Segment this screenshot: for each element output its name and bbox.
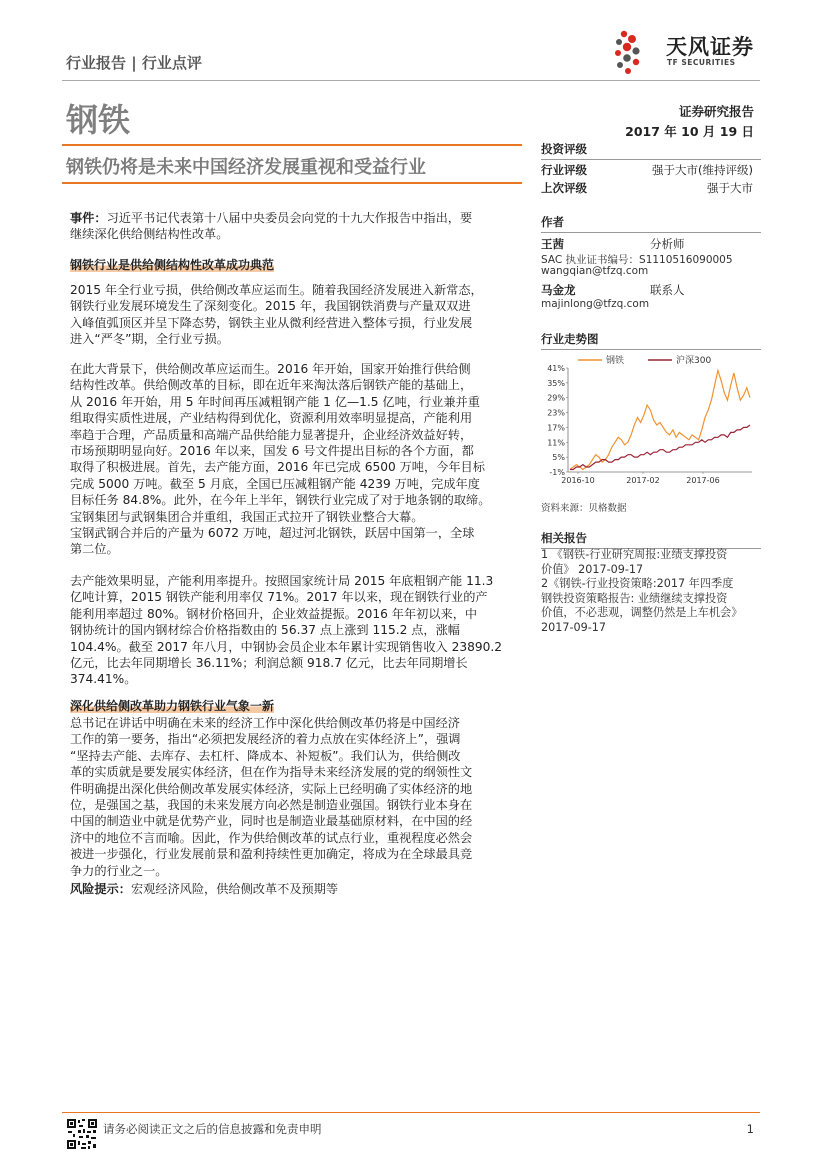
event-label: 事件： (70, 211, 107, 225)
author1-role: 分析师 (650, 237, 685, 251)
y-tick-label: 17% (547, 423, 565, 433)
rating-heading: 投资评级 (541, 141, 761, 160)
y-tick-label: 11% (547, 438, 565, 448)
paragraph-4-line: 济中的地位不言而喻。因此，作为供给侧改革的试点行业，重视程度必然会 (70, 830, 473, 845)
report-title: 钢铁仍将是未来中国经济发展重视和受益行业 (66, 157, 426, 178)
paragraph-3-line: 104.4%。截至 2017 年八月，中钢协会员企业本年累计实现销售收入 23890.2 (70, 639, 503, 654)
header-divider (62, 80, 760, 81)
paragraph-3 (70, 573, 522, 688)
author2-email[interactable]: majinlong@tfzq.com (541, 298, 650, 310)
paragraph-3-line: 去产能效果明显，产能利用率提升。按照国家统计局 2015 年底粗钢产能 11.3 (70, 574, 494, 588)
author-heading: 作者 (541, 214, 761, 233)
paragraph-2-line: 宝钢集团与武钢集团合并重组，我国正式拉开了钢铁业整合大幕。 (70, 509, 424, 524)
paragraph-2-line: 结构性改革。供给侧改革的目标，即在近年来淘汰落后钢铁产能的基础上， (70, 378, 473, 393)
paragraph-2-line: 组取得实质性进展，产业结构得到优化，资源利用效率明显提高，产能利用 (70, 411, 473, 426)
paragraph-4-line: 中国的制造业中就是优势产业，同时也是制造业最基础原材料，在中国的经 (70, 814, 473, 829)
x-tick-label: 2017-06 (686, 476, 720, 485)
x-tick-label: 2016-10 (561, 476, 595, 485)
related-report-line: 价值，不必悲观，调整仍然是上车机会》 (541, 606, 743, 620)
logo-english-name: TF SECURITIES (667, 58, 736, 67)
paragraph-2-line: 第二位。 (70, 542, 119, 557)
industry-trend-chart (538, 348, 760, 494)
author2-name: 马金龙 (541, 283, 576, 297)
paragraph-2-line: 从 2016 年开始，用 5 年时间再压减粗钢产能 1 亿—1.5 亿吨，行业兼并重 (70, 394, 480, 409)
disclaimer-notice: 请务必阅读正文之后的信息披露和免责申明 (103, 1122, 322, 1136)
event-paragraph (70, 210, 522, 243)
section-heading-2: 深化供给侧改革助力钢铁行业气象一新 (70, 699, 275, 713)
paragraph-3-line: 亿元，比去年同期增长 36.11%；利润总额 918.7 亿元，比去年同期增长 (70, 656, 468, 671)
author2-role: 联系人 (650, 283, 685, 297)
related-report-line: 钢铁投资策略报告: 业绩继续支撑投资 (541, 591, 728, 605)
paragraph-4 (70, 715, 522, 879)
qr-code-icon (66, 1118, 98, 1150)
paragraph-2-line: 取得了积极进展。首先，去产能方面，2016 年已完成 6500 万吨，今年目标 (70, 460, 485, 475)
sector-title: 钢铁 (66, 101, 131, 139)
event-text-2: 继续深化供给侧结构性改革。 (70, 227, 229, 242)
prev-rating-row (541, 180, 753, 196)
report-category: 行业报告 | 行业点评 (66, 54, 202, 72)
y-tick-label: 41% (547, 364, 565, 373)
paragraph-4-line: 位，是强国之基，我国的未来发展方向必然是制造业强国。钢铁行业本身在 (70, 798, 473, 813)
chart-heading: 行业走势图 (541, 331, 761, 350)
rating-label: 行业评级 (541, 163, 587, 177)
risk-text: 宏观经济风险，供给侧改革不及预期等 (130, 882, 339, 896)
related-report-line: 2017-09-17 (541, 620, 607, 634)
related-report-line: 1 《钢铁-行业研究周报:业绩支撑投资 (541, 548, 728, 561)
paragraph-4-line: “坚持去产能、去库存、去杠杆、降成本、补短板”。我们认为，供给侧改 (70, 748, 461, 763)
paragraph-4-line: 总书记在讲话中明确在未来的经济工作中深化供给侧改革仍将是中国经济 (70, 716, 460, 730)
rating-row (541, 162, 753, 178)
paragraph-4-line: 争力的行业之一。 (70, 863, 168, 878)
paragraph-2-line: 率趋于合理，产品质量和高端产品供给能力显著提升，企业经济效益好转， (70, 427, 473, 442)
paragraph-2-line: 目标任务 84.8%。此外，在今年上半年，钢铁行业完成了对于地条钢的取缔。 (70, 493, 491, 508)
series-line-1 (570, 425, 750, 470)
paragraph-2-line: 在此大背景下，供给侧改革应运而生。2016 年开始，国家开始推行供给侧 (70, 362, 471, 376)
paragraph-1-line: 2015 年全行业亏损，供给侧改革应运而生。随着我国经济发展进入新常态， (70, 283, 483, 297)
prev-rating-label: 上次评级 (541, 181, 587, 195)
y-tick-label: 23% (547, 408, 565, 418)
author1-cert: SAC 执业证书编号：S1110516090005 (541, 254, 733, 266)
paragraph-4-line: 被进一步强化，行业发展前景和盈利持续性更加确定，将成为在全球最具竞 (70, 847, 473, 862)
legend-label-1: 沪深300 (676, 356, 712, 366)
chart-source: 资料来源：贝格数据 (541, 503, 627, 514)
section-heading-1: 钢铁行业是供给侧结构性改革成功典范 (70, 258, 275, 272)
risk-paragraph (70, 881, 522, 897)
paragraph-4-line: 件明确提出深化供给侧改革发展实体经济，实际上已经明确了实体经济的地 (70, 781, 473, 796)
related-heading: 相关报告 (541, 530, 761, 549)
author2-row (541, 282, 753, 298)
y-tick-label: -1% (549, 468, 565, 477)
paragraph-4-line: 工作的第一要务，指出“必须把发展经济的着力点放在实体经济上”，强调 (70, 732, 461, 747)
paragraph-1 (70, 282, 522, 348)
related-report-line: 2《钢铁-行业投资策略:2017 年四季度 (541, 577, 734, 591)
y-tick-label: 29% (547, 393, 565, 403)
paragraph-3-line: 亿吨计算，2015 钢铁产能利用率仅 71%。2017 年以来，现在钢铁行业的产 (70, 590, 488, 605)
paragraph-3-line: 374.41%。 (70, 672, 137, 687)
paragraph-4-line: 革的实质就是要发展实体经济，但在作为指导未来经济发展的党的纲领性文 (70, 765, 473, 780)
paragraph-2-line: 完成 5000 万吨。截至 5 月底，全国已压减粗钢产能 4239 万吨，完成年度 (70, 476, 480, 491)
logo-name: 天风证券 (666, 35, 754, 59)
title-bottom-rule (62, 182, 522, 184)
related-reports-list (541, 548, 759, 636)
report-type: 证券研究报告 (678, 104, 754, 119)
paragraph-2-line: 宝钢武钢合并后的产量为 6072 万吨，超过河北钢铁，跃居中国第一，全球 (70, 526, 475, 541)
paragraph-1-line: 钢铁行业发展环境发生了深刻变化。2015 年，我国钢铁消费与产量双双进 (70, 299, 471, 314)
author1-email[interactable]: wangqian@tfzq.com (541, 265, 649, 277)
report-date: 2017 年 10 月 19 日 (625, 124, 754, 139)
paragraph-2-line: 市场预期明显向好。2016 年以来，国发 6 号文件提出目标的各个方面，都 (70, 444, 474, 459)
page-number: 1 (746, 1122, 754, 1136)
paragraph-3-line: 钢协统计的国内钢材综合价格指数由的 56.37 点上涨到 115.2 点，涨幅 (70, 623, 460, 638)
rating-value: 强于大市(维持评级) (652, 163, 753, 177)
x-tick-label: 2017-02 (626, 476, 660, 485)
legend-label-0: 钢铁 (606, 356, 625, 366)
y-tick-label: 5% (552, 453, 565, 463)
footer-rule (62, 1112, 760, 1113)
paragraph-3-line: 能利用率超过 80%。钢材价格回升，企业效益提振。2016 年年初以来，中 (70, 606, 478, 621)
paragraph-1-line: 入峰值弧顶区并呈下降态势，钢铁主业从微利经营进入整体亏损，行业发展 (70, 315, 473, 330)
y-tick-label: 35% (547, 378, 565, 388)
prev-rating-value: 强于大市 (707, 181, 753, 195)
event-text-1: 习近平书记代表第十八届中央委员会向党的十九大作报告中指出，要 (106, 211, 473, 225)
paragraph-2 (70, 361, 522, 558)
series-line-0 (570, 371, 750, 470)
author1-name: 王茜 (541, 237, 564, 251)
author1-row (541, 236, 753, 252)
related-report-line: 价值》 2017-09-17 (541, 562, 644, 576)
risk-label: 风险提示： (70, 882, 131, 896)
title-top-rule (62, 144, 522, 146)
paragraph-1-line: 进入“严冬”期，全行业亏损。 (70, 332, 229, 347)
